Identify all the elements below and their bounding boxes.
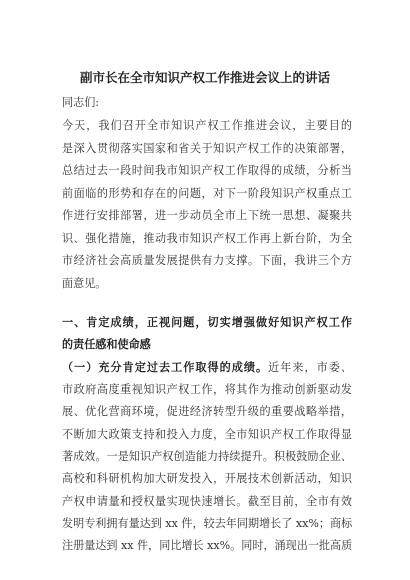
intro-line: 面意见。 [62, 276, 107, 290]
subsection-lead: （一）充分肯定过去工作取得的成绩。 [62, 361, 269, 374]
intro-line: 总结过去一段时间我市知识产权工作取得的成绩，分析当 [62, 164, 352, 177]
achievements-line: 发明专利拥有量达到 xx 件，较去年同期增长了 xx%；商标 [62, 516, 353, 530]
achievements-line: 产权申请量和授权量实现快速增长。截至目前，全市有效 [62, 494, 352, 508]
section-heading-line-2: 的责任感和使命感 [62, 338, 151, 351]
achievements-line: 市政府高度重视知识产权工作，将其作为推动创新驱动发 [62, 383, 352, 396]
intro-line: 识、强化措施，推动我市知识产权工作再上新台阶，为全 [62, 231, 352, 245]
achievements-line: 注册量达到 xx 件，同比增长 xx%。同时，涌现出一批高质 [62, 539, 353, 553]
document-title: 副市长在全市知识产权工作推进会议上的讲话 [79, 70, 330, 85]
subsection-first-rest: 近年来，市委、 [268, 361, 352, 374]
intro-line: 前面临的形势和存在的问题，对下一阶段知识产权重点工 [62, 186, 352, 200]
intro-line: 是深入贯彻落实国家和省关于知识产权工作的决策部署， [62, 141, 352, 155]
subsection-first-line [62, 361, 352, 375]
achievements-line: 不断加大政策支持和投入力度，全市知识产权工作取得显 [62, 427, 352, 441]
intro-line: 市经济社会高质量发展提供有力支撑。下面，我讲三个方 [62, 254, 352, 267]
salutation: 同志们: [62, 96, 100, 109]
intro-line: 今天，我们召开全市知识产权工作推进会议，主要目的 [62, 119, 352, 132]
section-heading-line-1: 一、肯定成绩，正视问题，切实增强做好知识产权工作 [62, 316, 352, 329]
intro-line: 作进行安排部署，进一步动员全市上下统一思想、凝聚共 [62, 209, 352, 222]
achievements-line: 著成效。一是知识产权创造能力持续提升。积极鼓励企业、 [62, 449, 352, 463]
achievements-line: 高校和科研机构加大研发投入，开展技术创新活动，知识 [62, 472, 352, 486]
achievements-line: 展、优化营商环境，促进经济转型升级的重要战略举措， [62, 405, 352, 419]
